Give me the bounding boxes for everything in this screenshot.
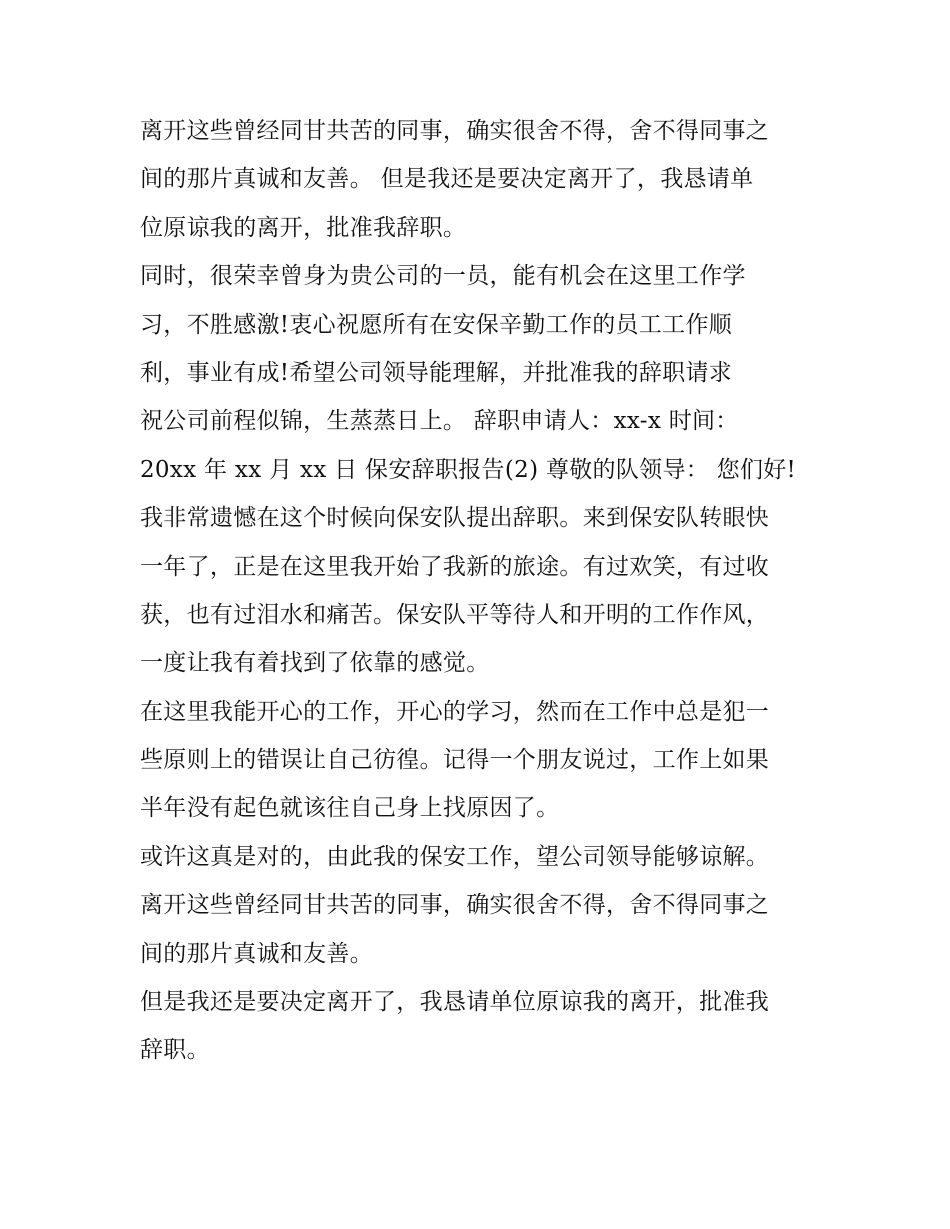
text-line: 祝公司前程似锦，生蒸蒸日上。 辞职申请人：xx-x 时间：: [140, 408, 739, 435]
text-line: 一年了，正是在这里我开始了我新的旅途。有过欢笑，有过收: [140, 553, 770, 580]
text-line: 间的那片真诚和友善。 但是我还是要决定离开了，我恳请单: [140, 166, 754, 193]
text-line: 我非常遗憾在这个时候向保安队提出辞职。来到保安队转眼快: [140, 505, 770, 532]
text-line: 间的那片真诚和友善。: [140, 940, 373, 967]
text-line: 20xx 年 xx 月 xx 日 保安辞职报告(2) 尊敬的队领导： 您们好!: [140, 456, 797, 483]
text-line: 在这里我能开心的工作，开心的学习，然而在工作中总是犯一: [140, 698, 770, 725]
text-line: 离开这些曾经同甘共苦的同事，确实很舍不得，舍不得同事之: [140, 118, 770, 144]
text-line: 位原谅我的离开，批准我辞职。: [140, 214, 467, 241]
text-line: 同时，很荣幸曾身为贵公司的一员，能有机会在这里工作学: [140, 263, 746, 290]
text-line: 习，不胜感激!衷心祝愿所有在安保辛勤工作的员工工作顺: [140, 311, 733, 338]
text-line: 但是我还是要决定离开了，我恳请单位原谅我的离开，批准我: [140, 989, 770, 1016]
text-line: 利，事业有成!希望公司领导能理解，并批准我的辞职请求: [140, 359, 733, 386]
text-line: 半年没有起色就该往自己身上找原因了。: [140, 795, 560, 822]
text-line: 一度让我有着找到了依靠的感觉。: [140, 650, 490, 677]
text-line: 或许这真是对的，由此我的保安工作，望公司领导能够谅解。: [140, 843, 770, 870]
text-line: 离开这些曾经同甘共苦的同事，确实很舍不得，舍不得同事之: [140, 892, 770, 919]
text-line: 获，也有过泪水和痛苦。保安队平等待人和开明的工作作风，: [140, 601, 770, 628]
text-line: 辞职。: [140, 1037, 210, 1064]
text-line: 些原则上的错误让自己彷徨。记得一个朋友说过，工作上如果: [140, 747, 770, 774]
body-text: [140, 107, 820, 1075]
